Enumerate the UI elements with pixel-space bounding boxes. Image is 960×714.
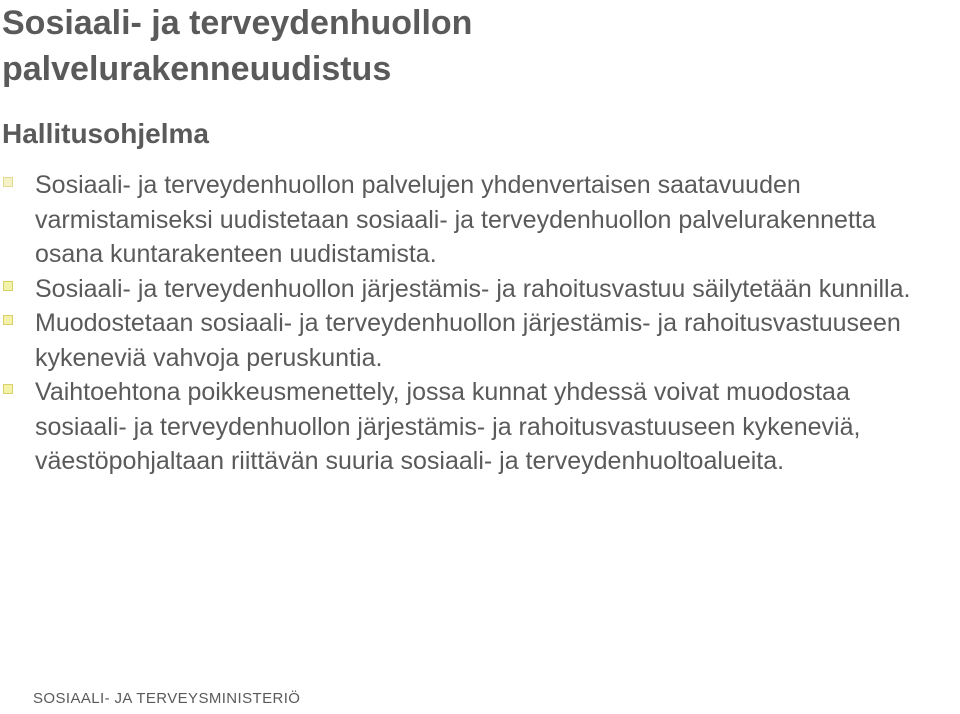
square-bullet-icon [3,177,13,187]
bullet-item [0,272,940,307]
bullet-list [0,168,940,479]
slide-subtitle: Hallitusohjelma [2,118,209,149]
bullet-item [0,168,940,272]
bullet-text: Sosiaali- ja terveydenhuollon palvelujen yhdenvertaisen saatavuuden varmistamiseksi uudistetaan sosiaali- ja terveydenhuollon palvelurakennetta osana kuntarakenteen uudistamista. [35,171,876,268]
ministry-logo: SOSIAALI- JA TERVEYSMINISTERIÖ [33,690,301,707]
title-line-2: palvelurakenneuudistus [2,50,392,88]
slide-title [2,0,942,92]
square-bullet-icon [3,384,13,394]
bullet-item [0,375,940,479]
bullet-text: Vaihtoehtona poikkeusmenettely, jossa kunnat yhdessä voivat muodostaa sosiaali- ja terveydenhuollon järjestämis- ja rahoitusvastuuseen kykeneviä, väestöpohjaltaan riittävän suuria sosiaali- ja terveydenhuoltoalueita. [35,378,861,475]
square-bullet-icon [3,315,13,325]
bullet-item [0,306,940,375]
bullet-text: Sosiaali- ja terveydenhuollon järjestämis- ja rahoitusvastuu säilytetään kunnilla. [35,274,911,303]
bullet-text: Muodostetaan sosiaali- ja terveydenhuollon järjestämis- ja rahoitusvastuuseen kykeneviä vahvoja peruskuntia. [35,309,901,372]
title-line-1: Sosiaali- ja terveydenhuollon [2,4,473,42]
square-bullet-icon [3,281,13,291]
